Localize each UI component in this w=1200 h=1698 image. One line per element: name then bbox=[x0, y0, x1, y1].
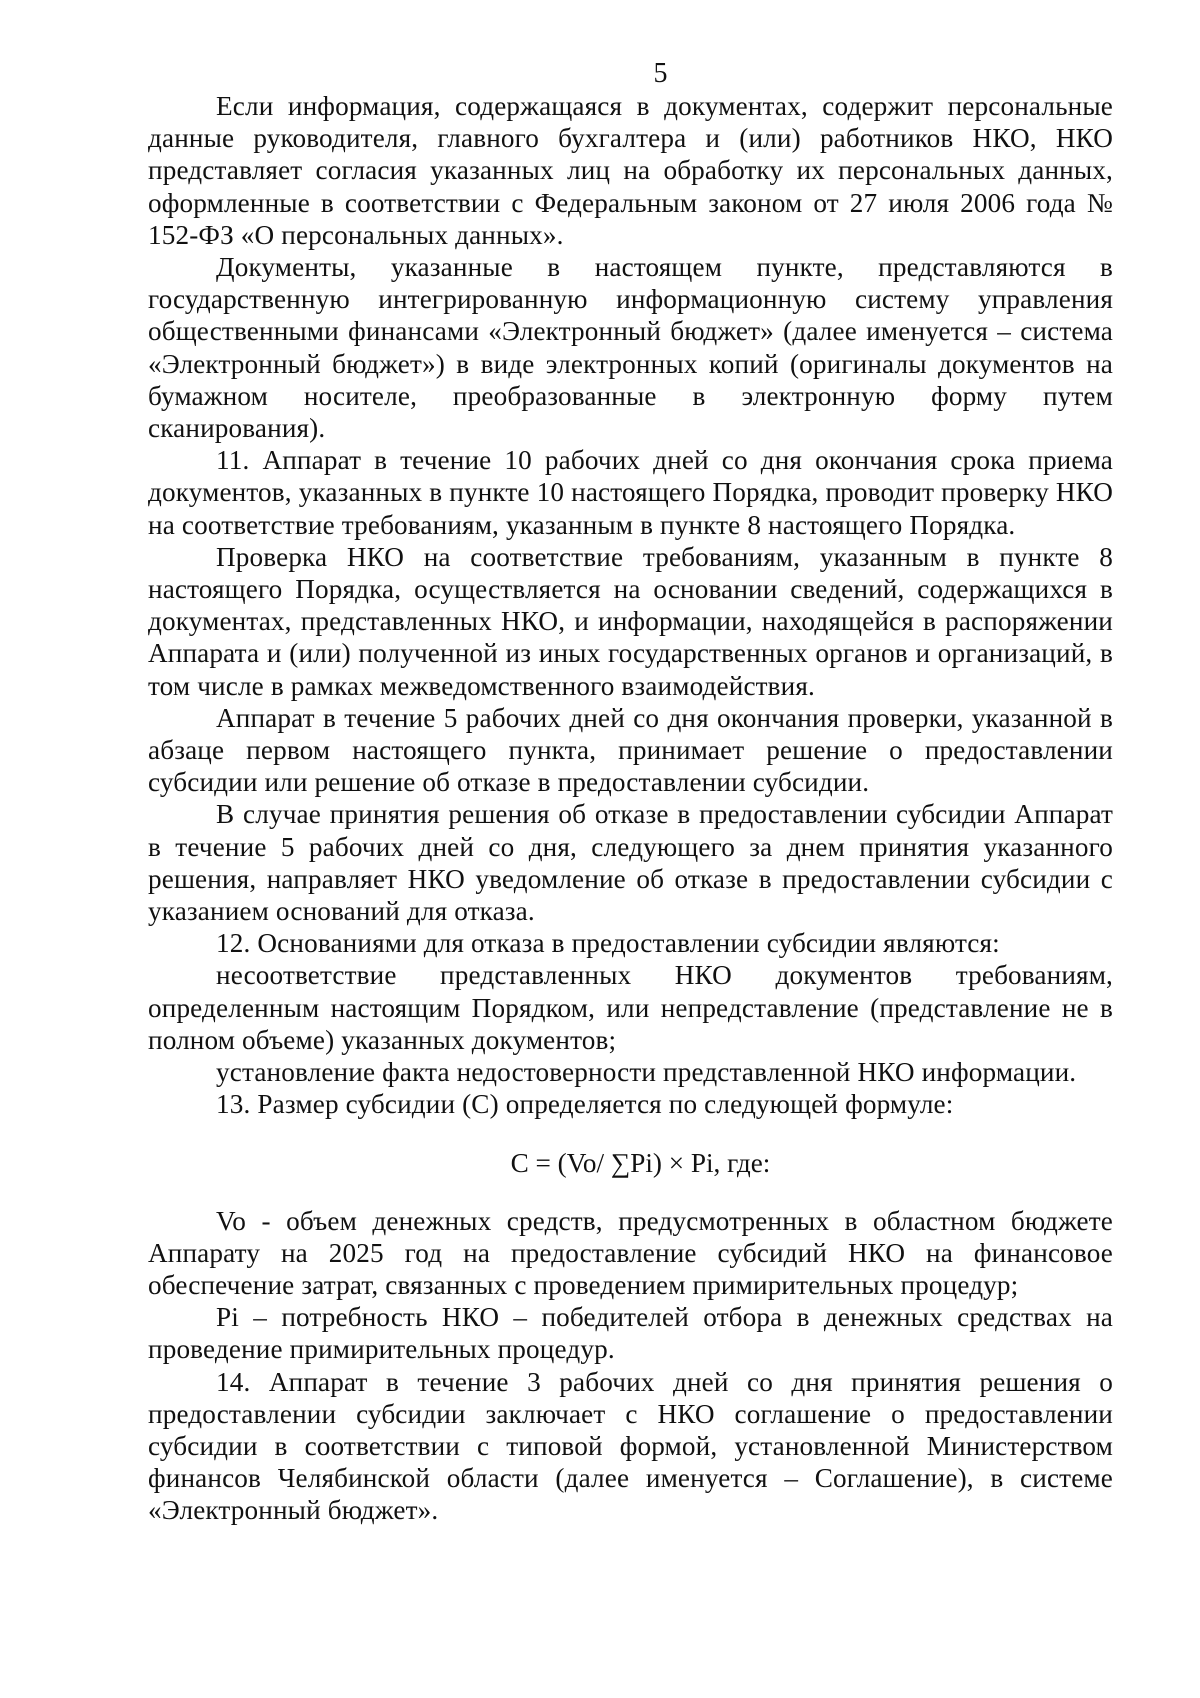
paragraph-vo-definition: Vo - объем денежных средств, предусмотренных в областном бюджете Аппарату на 2025 год на предоставление субсидий НКО на финансовое обеспечение затрат, связанных с проведением примирительных процедур; bbox=[148, 1205, 1113, 1300]
paragraph-personal-data: Если информация, содержащаяся в документах, содержит персональные данные руководителя, главного бухгалтера и (или) работников НКО, НКО представляет согласия указанных лиц на обработку их персональных данных, оформленные в соответствии с Федеральным законом от 27 июля 2006 года № 152-ФЗ «О персональных данных». bbox=[148, 91, 1113, 250]
document-page bbox=[148, 58, 1113, 1527]
paragraph-decision: Аппарат в течение 5 рабочих дней со дня окончания проверки, указанной в абзаце первом настоящего пункта, принимает решение о предоставлении субсидии или решение об отказе в предоставлении субсидии. bbox=[148, 702, 1113, 798]
paragraph-refusal-reason-2: установление факта недостоверности представленной НКО информации. bbox=[216, 1057, 1077, 1088]
paragraph-item-12: 12. Основаниями для отказа в предоставлении субсидии являются: bbox=[216, 928, 1000, 959]
paragraph-verification: Проверка НКО на соответствие требованиям, указанным в пункте 8 настоящего Порядка, осуществляется на основании сведений, содержащихся в документах, представленных НКО, и информации, находящейся в распоряжении Аппарата и (или) полученной из иных государственных органов и организаций, в том числе в рамках межведомственного взаимодействия. bbox=[148, 541, 1113, 701]
paragraph-item-11: 11. Аппарат в течение 10 рабочих дней со дня окончания срока приема документов, указанных в пункте 10 настоящего Порядка, проводит проверку НКО на соответствие требованиям, указанным в пункте 8 настоящего Порядка. bbox=[148, 445, 1113, 540]
paragraph-item-13: 13. Размер субсидии (С) определяется по следующей формуле: bbox=[216, 1089, 954, 1120]
paragraph-refusal-notice: В случае принятия решения об отказе в предоставлении субсидии Аппарат в течение 5 рабочих дней со дня, следующего за днем принятия указанного решения, направляет НКО уведомление об отказе в предоставлении субсидии с указанием оснований для отказа. bbox=[148, 799, 1113, 927]
paragraph-pi-definition: Pi – потребность НКО – победителей отбора в денежных средствах на проведение примирительных процедур. bbox=[148, 1302, 1113, 1365]
subsidy-formula: С = (Vo/ ∑Pi) × Pi, где: bbox=[510, 1147, 771, 1178]
page-number: 5 bbox=[653, 58, 668, 89]
paragraph-item-14: 14. Аппарат в течение 3 рабочих дней со дня принятия решения о предоставлении субсидии заключает с НКО соглашение о предоставлении субсидии в соответствии с типовой формой, установленной Министерством финансов Челябинской области (далее именуется – Соглашение), в системе «Электронный бюджет». bbox=[148, 1366, 1113, 1526]
paragraph-electronic-budget: Документы, указанные в настоящем пункте, представляются в государственную интегрированную информационную систему управления общественными финансами «Электронный бюджет» (далее именуется – система «Электронный бюджет») в виде электронных копий (оригиналы документов на бумажном носителе, преобразованные в электронную форму путем сканирования). bbox=[148, 252, 1113, 444]
paragraph-refusal-reason-1: несоответствие представленных НКО документов требованиям, определенным настоящим Порядком, или непредставление (представление не в полном объеме) указанных документов; bbox=[148, 960, 1113, 1055]
